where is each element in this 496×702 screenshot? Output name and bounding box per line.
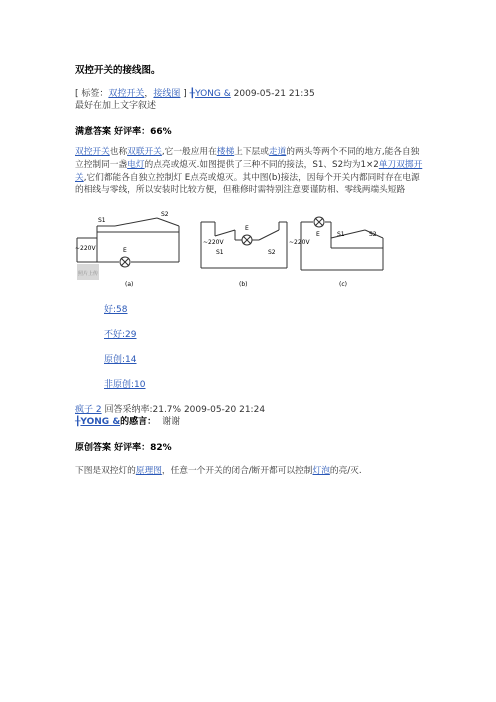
question-note: 最好在加上文字叙述 [75, 101, 157, 111]
tag-open: [ 标签： [75, 89, 109, 99]
label-b-s1: S1 [216, 249, 224, 256]
link-yuanlitu[interactable]: 原理图 [135, 466, 162, 476]
link-shuangkong[interactable]: 双控开关 [75, 147, 110, 157]
link-louti[interactable]: 楼梯 [216, 147, 235, 157]
text-6: ,它们都能各自独立控制灯 E点亮或熄灭。其中图(b)接法，因每个开关内都同时存在电源的相线与零线，所以安装时比较方便，但稚修时需特别注意要谨防相、零线两端头短路 [75, 172, 420, 196]
wiring-diagram [75, 208, 395, 298]
label-c-v: ~220V [289, 239, 310, 246]
asker-thanks-line [75, 414, 180, 427]
oa-text-1: 下图是双控灯的 [75, 466, 136, 476]
vote-original[interactable]: 原创:14 [104, 355, 137, 365]
text-1: 也称 [109, 147, 128, 157]
oa-text-3: 的亮/灭. [329, 466, 362, 476]
original-answer-text [75, 464, 362, 476]
label-a-s1: S1 [98, 217, 106, 224]
best-answer-text [75, 146, 427, 197]
label-a-s2: S2 [161, 211, 169, 218]
tag-close: ] [180, 89, 187, 99]
best-answer-heading: 满意答案 好评率：66% [75, 127, 172, 137]
answerer-info: 回答采纳率:21.7% 2009-05-20 21:24 [101, 405, 266, 415]
link-diandeng[interactable]: 电灯 [127, 159, 145, 170]
label-a-v: ~220V [75, 245, 96, 252]
link-dengpao[interactable]: 灯泡 [312, 466, 330, 476]
page-title: 双控开关的接线图。 [75, 65, 161, 76]
original-answer-heading: 原创答案 好评率：82% [75, 443, 172, 453]
text-5: 的点亮或熄灭.如图提供了三种不同的接法，S1、S2均为1×2 [144, 159, 379, 170]
text-4: 的两头等两个不同的地方,能各自独立控制同一盏 [75, 147, 420, 170]
vote-good[interactable]: 好:58 [104, 305, 128, 315]
answerer-link[interactable]: 疯子 2 [75, 405, 102, 415]
link-dandao[interactable]: 单刀双掷开关 [75, 159, 423, 183]
text-3: 上下层或 [234, 147, 269, 157]
asker-user-link[interactable]: YONG & [195, 89, 231, 99]
vote-not-original[interactable]: 非原创:10 [104, 380, 146, 390]
label-b-v: ~220V [203, 239, 224, 246]
vote-bad[interactable]: 不好:29 [104, 330, 137, 340]
link-shuanglian[interactable]: 双联开关 [127, 147, 162, 157]
label-c-s2: S2 [369, 231, 377, 238]
diagram-b [201, 222, 287, 288]
tag-link-1[interactable]: 双控开关 [108, 89, 145, 99]
label-a-e: E [123, 247, 127, 254]
oa-text-2: ，任意一个开关的闭合/断开都可以控制 [161, 466, 313, 476]
tag-sep: ， [144, 89, 154, 99]
label-c-s1: S1 [337, 231, 345, 238]
link-zoudao[interactable]: 走道 [268, 147, 287, 157]
label-b-s2: S2 [268, 249, 276, 256]
label-c-e: E [316, 231, 320, 238]
asked-date: 2009-05-21 21:35 [233, 89, 315, 99]
diagram-c [289, 217, 383, 288]
thanks-user-link[interactable]: YONG & [80, 417, 121, 427]
thanks-text: 谢谢 [162, 417, 181, 427]
user-cross-icon: ╂ [189, 89, 196, 99]
label-c: (c) [339, 281, 347, 288]
text-2: ,它一般应用在 [161, 147, 217, 157]
diagram-a [75, 211, 179, 288]
label-b: (b) [239, 281, 248, 288]
thanks-label: 的感言： [120, 417, 157, 427]
photo-watermark: 照片上传 [78, 271, 99, 277]
user-cross-icon: ╂ [75, 417, 81, 427]
tag-link-2[interactable]: 接线图 [153, 89, 181, 99]
label-b-e: E [245, 225, 249, 232]
label-a: (a) [125, 281, 134, 288]
